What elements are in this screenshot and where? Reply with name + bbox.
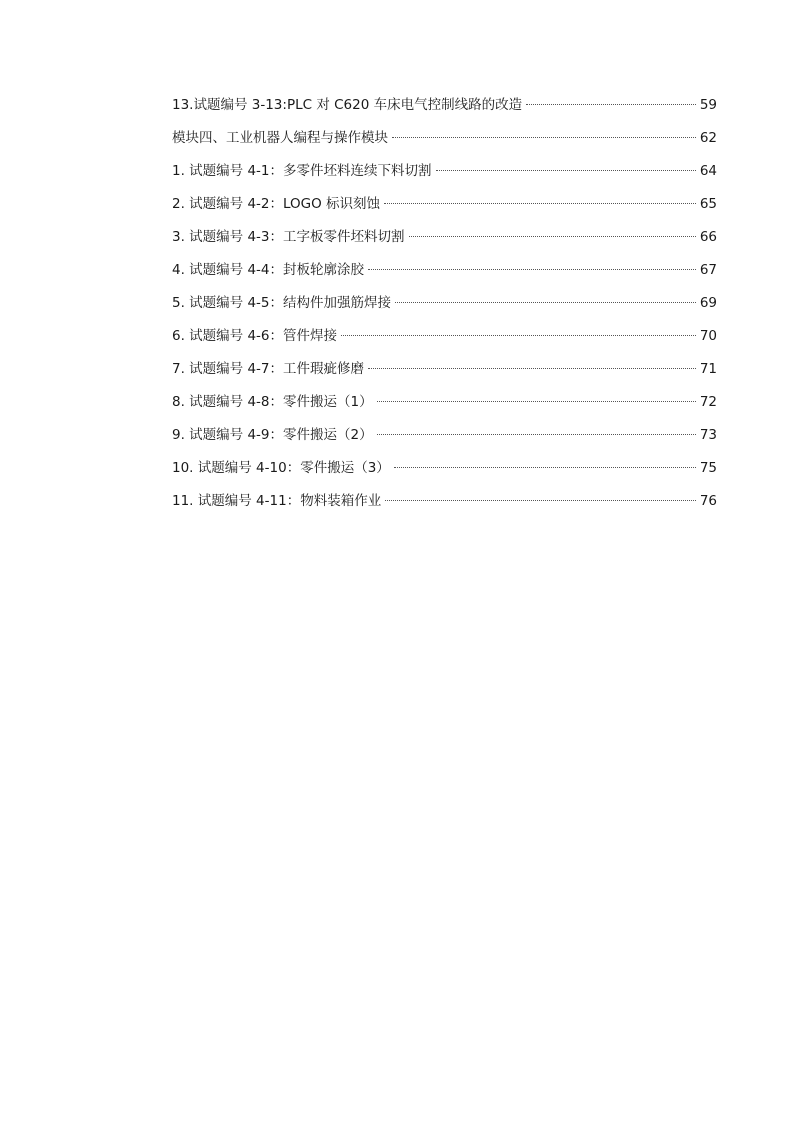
toc-entry-title: 13.试题编号 3-13:PLC 对 C620 车床电气控制线路的改造 — [172, 97, 523, 113]
toc-dot-leader — [341, 335, 696, 336]
toc-entry-title: 模块四、工业机器人编程与操作模块 — [172, 130, 388, 146]
toc-entry-page: 76 — [699, 493, 717, 509]
toc-entry[interactable] — [172, 193, 717, 226]
toc-dot-leader — [409, 236, 696, 237]
toc-dot-leader — [368, 368, 696, 369]
table-of-contents — [172, 94, 717, 523]
toc-entry-page: 73 — [699, 427, 717, 443]
toc-dot-leader — [395, 302, 696, 303]
toc-entry-title: 10. 试题编号 4-10：零件搬运（3） — [172, 460, 390, 476]
toc-entry[interactable] — [172, 160, 717, 193]
toc-entry-page: 70 — [699, 328, 717, 344]
toc-entry-title: 8. 试题编号 4-8：零件搬运（1） — [172, 394, 373, 410]
toc-entry-page: 65 — [699, 196, 717, 212]
toc-entry[interactable] — [172, 490, 717, 523]
toc-entry-page: 72 — [699, 394, 717, 410]
toc-entry-page: 69 — [699, 295, 717, 311]
toc-dot-leader — [384, 203, 696, 204]
toc-entry[interactable] — [172, 325, 717, 358]
toc-entry-title: 3. 试题编号 4-3：工字板零件坯料切割 — [172, 229, 405, 245]
toc-entry[interactable] — [172, 292, 717, 325]
toc-dot-leader — [392, 137, 696, 138]
toc-entry-title: 4. 试题编号 4-4：封板轮廓涂胶 — [172, 262, 365, 278]
toc-entry-page: 62 — [699, 130, 717, 146]
toc-dot-leader — [394, 467, 696, 468]
toc-dot-leader — [377, 434, 696, 435]
toc-entry-title: 2. 试题编号 4-2：LOGO 标识刻蚀 — [172, 196, 381, 212]
toc-entry[interactable] — [172, 457, 717, 490]
toc-dot-leader — [368, 269, 696, 270]
toc-entry-page: 75 — [699, 460, 717, 476]
toc-entry-title: 5. 试题编号 4-5：结构件加强筋焊接 — [172, 295, 392, 311]
toc-entry-title: 1. 试题编号 4-1：多零件坯料连续下料切割 — [172, 163, 432, 179]
toc-entry-page: 66 — [699, 229, 717, 245]
toc-entry[interactable] — [172, 391, 717, 424]
toc-dot-leader — [436, 170, 696, 171]
toc-entry[interactable] — [172, 94, 717, 127]
toc-entry-page: 59 — [699, 97, 717, 113]
toc-entry-page: 67 — [699, 262, 717, 278]
toc-entry[interactable] — [172, 127, 717, 160]
toc-entry-title: 6. 试题编号 4-6：管件焊接 — [172, 328, 338, 344]
toc-entry-title: 11. 试题编号 4-11：物料装箱作业 — [172, 493, 382, 509]
toc-entry[interactable] — [172, 358, 717, 391]
toc-entry[interactable] — [172, 259, 717, 292]
toc-entry[interactable] — [172, 226, 717, 259]
toc-dot-leader — [385, 500, 696, 501]
toc-entry-page: 64 — [699, 163, 717, 179]
toc-dot-leader — [526, 104, 696, 105]
toc-entry-page: 71 — [699, 361, 717, 377]
toc-entry[interactable] — [172, 424, 717, 457]
toc-entry-title: 7. 试题编号 4-7：工件瑕疵修磨 — [172, 361, 365, 377]
toc-entry-title: 9. 试题编号 4-9：零件搬运（2） — [172, 427, 373, 443]
toc-dot-leader — [377, 401, 696, 402]
